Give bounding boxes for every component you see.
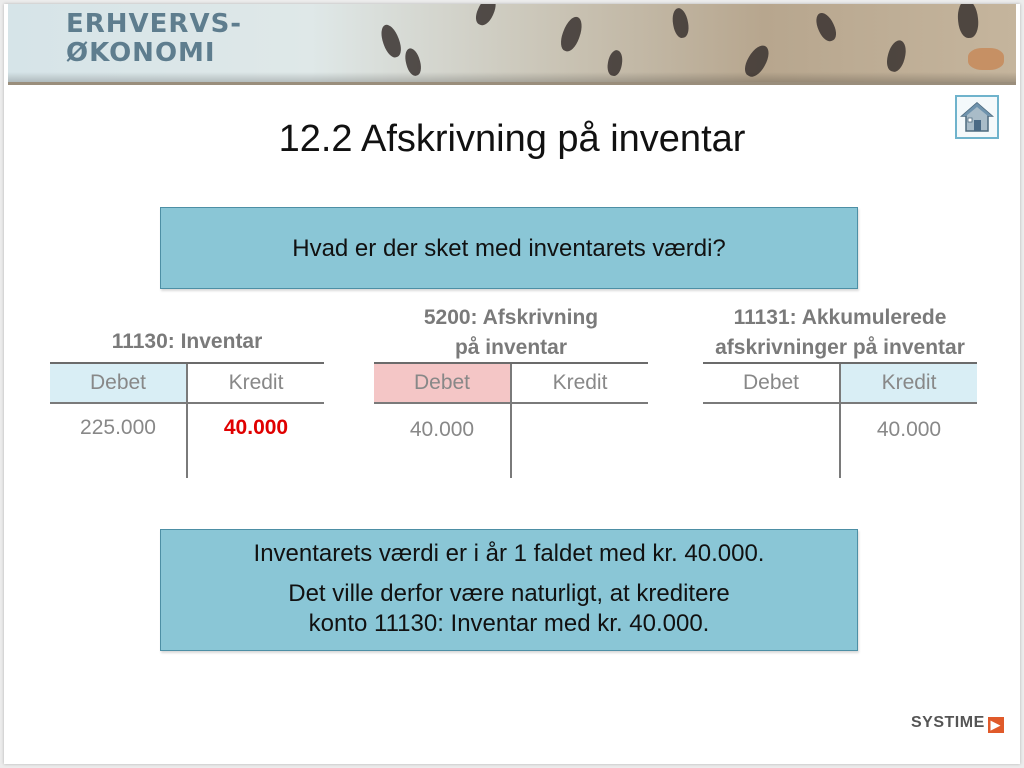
credit-header: Kredit xyxy=(228,371,284,394)
answer-line-3: konto 11130: Inventar med kr. 40.000. xyxy=(308,610,710,637)
arrow-right-icon: ▶ xyxy=(988,717,1004,733)
answer-line-1: Inventarets værdi er i år 1 faldet med kr. 40.000. xyxy=(253,540,765,567)
account-title-line: på inventar xyxy=(454,336,568,359)
account-title-line: 11130: Inventar xyxy=(111,330,263,353)
debit-header: Debet xyxy=(50,364,186,402)
account-title-line: afskrivninger på inventar xyxy=(715,336,965,359)
credit-value: 40.000 xyxy=(876,418,942,441)
credit-header: Kredit xyxy=(841,364,977,402)
answer-box xyxy=(160,529,858,651)
credit-value-highlighted: 40.000 xyxy=(223,416,289,439)
debit-header: Debet xyxy=(374,364,510,402)
t-account-11130 xyxy=(50,362,324,478)
account-title-line: 11131: Akkumulerede xyxy=(733,306,947,329)
answer-line-2: Det ville derfor være naturligt, at kreditere xyxy=(288,580,730,607)
account-title-line: 5200: Afskrivning xyxy=(423,306,599,329)
logo-line-2: ØKONOMI xyxy=(66,38,216,68)
logo-line-1: ERHVERVS- xyxy=(66,9,243,39)
credit-header: Kredit xyxy=(552,371,608,394)
question-text: Hvad er der sket med inventarets værdi? xyxy=(292,235,726,262)
account-title-11131 xyxy=(675,303,1005,363)
brand-text: SYSTIME xyxy=(911,714,985,731)
t-account-11131 xyxy=(703,362,977,478)
account-title-11130 xyxy=(50,327,324,357)
logo xyxy=(66,10,242,68)
question-box xyxy=(160,207,858,289)
debit-header: Debet xyxy=(742,371,800,394)
systime-logo xyxy=(911,714,1004,733)
debit-value: 225.000 xyxy=(80,416,156,439)
header-banner xyxy=(8,4,1016,85)
account-title-5200 xyxy=(374,303,648,363)
debit-value: 40.000 xyxy=(409,418,475,441)
t-account-5200 xyxy=(374,362,648,478)
page-title: 12.2 Afskrivning på inventar xyxy=(278,118,746,160)
